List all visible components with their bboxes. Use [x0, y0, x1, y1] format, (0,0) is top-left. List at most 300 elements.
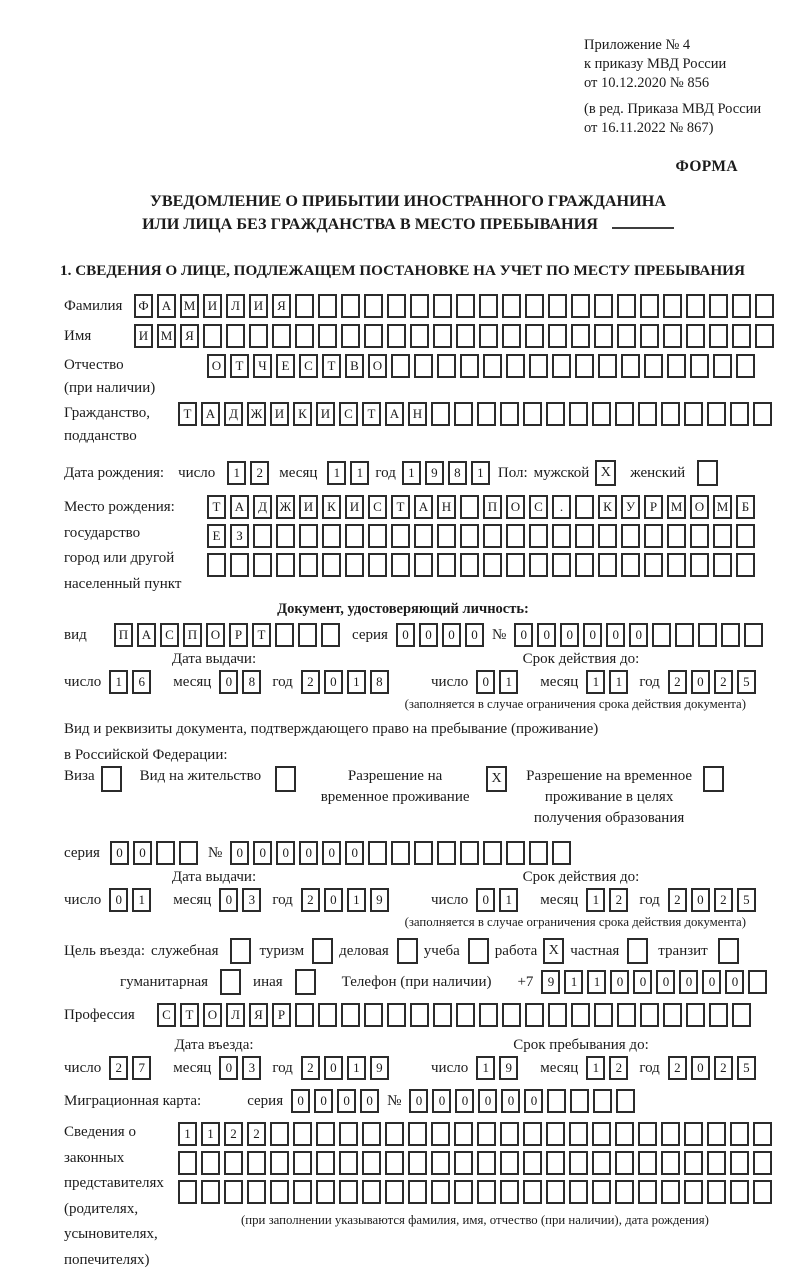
stay-until-month-boxes — [586, 1056, 628, 1080]
char-box — [247, 1151, 266, 1175]
char-box — [362, 1151, 381, 1175]
char-box — [408, 1122, 427, 1146]
char-box — [179, 841, 198, 865]
char-box: 1 — [402, 461, 421, 485]
char-box: 1 — [201, 1122, 220, 1146]
phone-prefix: +7 — [517, 973, 534, 990]
char-box: К — [598, 495, 617, 519]
char-box — [387, 294, 406, 318]
char-box — [546, 1180, 565, 1204]
stay-valid-day-boxes — [476, 888, 518, 912]
char-box — [667, 524, 686, 548]
char-box — [713, 553, 732, 577]
char-box — [345, 524, 364, 548]
char-box — [684, 1151, 703, 1175]
birth-year-boxes — [402, 461, 490, 485]
char-box — [345, 553, 364, 577]
char-box: О — [207, 354, 226, 378]
char-box: 9 — [425, 461, 444, 485]
representatives-row1-boxes — [178, 1122, 772, 1146]
birthdate-label: Дата рождения: — [64, 464, 165, 481]
stay-number-boxes — [230, 841, 571, 865]
char-box — [362, 1180, 381, 1204]
char-box: 2 — [714, 1056, 733, 1080]
char-box — [178, 1180, 197, 1204]
char-box: 2 — [301, 670, 320, 694]
purpose-row2 — [120, 969, 772, 995]
char-box — [736, 524, 755, 548]
char-box: 0 — [133, 841, 152, 865]
char-box — [178, 1151, 197, 1175]
citizenship-boxes — [178, 402, 772, 426]
char-box — [431, 1151, 450, 1175]
char-box: 0 — [656, 970, 675, 994]
char-box: А — [201, 402, 220, 426]
char-box: 0 — [476, 888, 495, 912]
entry-year-boxes — [301, 1056, 389, 1080]
stay-series-boxes — [110, 841, 198, 865]
purpose-work-label: работа — [494, 942, 538, 959]
char-box — [339, 1180, 358, 1204]
valid-year-boxes — [668, 670, 756, 694]
char-box — [663, 324, 682, 348]
char-box — [523, 402, 542, 426]
char-box: 8 — [242, 670, 261, 694]
validity-note: (заполняется в случае ограничения срока действия документа) — [404, 697, 746, 711]
char-box: 1 — [609, 670, 628, 694]
char-box: И — [249, 294, 268, 318]
char-box — [621, 524, 640, 548]
char-box — [686, 324, 705, 348]
char-box: У — [621, 495, 640, 519]
char-box — [364, 324, 383, 348]
char-box — [713, 354, 732, 378]
doc-number-boxes — [514, 623, 763, 647]
appendix-reference — [584, 36, 772, 138]
char-box — [506, 841, 525, 865]
char-box — [408, 1151, 427, 1175]
char-box: И — [299, 495, 318, 519]
char-box — [477, 402, 496, 426]
year-label: год — [639, 673, 660, 690]
char-box — [230, 553, 249, 577]
char-box — [546, 1122, 565, 1146]
char-box: 0 — [691, 1056, 710, 1080]
char-box — [569, 402, 588, 426]
char-box — [456, 1003, 475, 1027]
char-box — [275, 623, 294, 647]
char-box: 0 — [409, 1089, 428, 1113]
char-box: 7 — [132, 1056, 151, 1080]
appendix-line: Приложение № 4 — [584, 37, 691, 53]
char-box — [460, 354, 479, 378]
char-box: 0 — [725, 970, 744, 994]
char-box: 2 — [247, 1122, 266, 1146]
char-box — [270, 1151, 289, 1175]
char-box — [617, 294, 636, 318]
char-box — [730, 1122, 749, 1146]
char-box — [529, 553, 548, 577]
char-box — [477, 1151, 496, 1175]
purpose-work-checkbox: X — [543, 938, 564, 964]
char-box: 2 — [668, 888, 687, 912]
month-label: месяц — [173, 673, 212, 690]
char-box — [598, 354, 617, 378]
givenname-row — [64, 324, 772, 348]
issue-month-boxes — [219, 670, 261, 694]
char-box: Л — [226, 294, 245, 318]
char-box — [594, 294, 613, 318]
char-box — [593, 1089, 612, 1113]
char-box: 5 — [737, 1056, 756, 1080]
char-box — [529, 354, 548, 378]
char-box — [748, 970, 767, 994]
char-box — [385, 1151, 404, 1175]
stay-doc-intro2: в Российской Федерации: — [64, 747, 228, 763]
char-box — [293, 1180, 312, 1204]
char-box — [410, 1003, 429, 1027]
char-box: С — [529, 495, 548, 519]
char-box: Ч — [253, 354, 272, 378]
year-label: год — [639, 1059, 660, 1076]
char-box — [686, 1003, 705, 1027]
char-box — [707, 402, 726, 426]
char-box: 1 — [347, 888, 366, 912]
char-box — [410, 294, 429, 318]
char-box — [732, 294, 751, 318]
char-box — [270, 1122, 289, 1146]
birthplace-label: Место рождения: государство город или другой населенный пункт — [64, 499, 182, 592]
char-box — [547, 1089, 566, 1113]
day-label: число — [431, 1059, 469, 1076]
day-label: число — [431, 891, 469, 908]
char-box — [709, 294, 728, 318]
purpose-row1 — [64, 938, 772, 964]
char-box: 0 — [324, 1056, 343, 1080]
char-box — [548, 324, 567, 348]
char-box: 0 — [253, 841, 272, 865]
char-box: 0 — [560, 623, 579, 647]
char-box — [644, 524, 663, 548]
purpose-transit-checkbox — [718, 938, 739, 964]
stay-doc-dates — [64, 869, 772, 912]
char-box — [552, 553, 571, 577]
purpose-business-label: служебная — [150, 942, 219, 959]
char-box — [690, 553, 709, 577]
char-box — [667, 354, 686, 378]
identity-doc-dates — [64, 651, 772, 694]
char-box — [318, 294, 337, 318]
profession-label: Профессия — [64, 1006, 135, 1023]
purpose-transit-label: транзит — [658, 942, 708, 959]
char-box: 0 — [291, 1089, 310, 1113]
char-box — [615, 402, 634, 426]
char-box — [569, 1151, 588, 1175]
char-box — [414, 553, 433, 577]
patronymic-row — [64, 354, 772, 400]
char-box — [460, 553, 479, 577]
char-box: Я — [249, 1003, 268, 1027]
char-box: Т — [230, 354, 249, 378]
char-box: 2 — [714, 670, 733, 694]
char-box: 6 — [132, 670, 151, 694]
char-box: 1 — [499, 888, 518, 912]
birthdate-row — [64, 460, 772, 486]
char-box — [638, 1151, 657, 1175]
char-box — [755, 324, 774, 348]
char-box — [483, 524, 502, 548]
char-box: 0 — [501, 1089, 520, 1113]
char-box: 1 — [350, 461, 369, 485]
char-box: М — [180, 294, 199, 318]
char-box — [321, 623, 340, 647]
day-label: число — [64, 1059, 102, 1076]
appendix-line: (в ред. Приказа МВД России — [584, 101, 762, 117]
migration-card-row — [64, 1089, 772, 1113]
char-box — [500, 1180, 519, 1204]
char-box: Д — [253, 495, 272, 519]
purpose-tourism-checkbox — [312, 938, 333, 964]
char-box — [638, 1180, 657, 1204]
char-box — [247, 1180, 266, 1204]
char-box: 0 — [110, 841, 129, 865]
issue-date-heading: Дата выдачи: — [171, 651, 257, 667]
char-box — [437, 841, 456, 865]
valid-day-boxes — [476, 670, 518, 694]
char-box: 0 — [629, 623, 648, 647]
char-box: 0 — [324, 670, 343, 694]
stay-number-label: № — [207, 844, 223, 861]
form-title-line1: УВЕДОМЛЕНИЕ О ПРИБЫТИИ ИНОСТРАННОГО ГРАЖДАНИНА — [149, 192, 667, 210]
char-box: 5 — [737, 670, 756, 694]
char-box — [479, 294, 498, 318]
char-box — [506, 354, 525, 378]
char-box: П — [114, 623, 133, 647]
char-box: С — [157, 1003, 176, 1027]
char-box: 2 — [668, 670, 687, 694]
char-box: 1 — [471, 461, 490, 485]
char-box — [686, 294, 705, 318]
char-box — [276, 553, 295, 577]
char-box — [339, 1151, 358, 1175]
givenname-boxes — [134, 324, 774, 348]
surname-boxes — [134, 294, 774, 318]
stay-until-day-boxes — [476, 1056, 518, 1080]
option-residence-permit: Вид на жительство — [140, 766, 296, 792]
char-box — [295, 294, 314, 318]
option-visa: Виза — [64, 766, 122, 792]
char-box: 0 — [691, 888, 710, 912]
phone-label: Телефон (при наличии) — [341, 973, 492, 990]
char-box: И — [345, 495, 364, 519]
char-box — [570, 1089, 589, 1113]
char-box — [690, 354, 709, 378]
patronymic-sublabel: (при наличии) — [64, 380, 156, 396]
char-box: 1 — [227, 461, 246, 485]
purpose-humanitarian-label: гуманитарная — [120, 973, 209, 990]
char-box — [502, 294, 521, 318]
char-box — [387, 324, 406, 348]
char-box — [638, 402, 657, 426]
char-box — [640, 1003, 659, 1027]
char-box — [431, 402, 450, 426]
char-box — [316, 1122, 335, 1146]
birthplace-row3-boxes — [207, 553, 755, 577]
char-box — [322, 553, 341, 577]
char-box: 0 — [478, 1089, 497, 1113]
char-box: 2 — [224, 1122, 243, 1146]
char-box — [385, 1180, 404, 1204]
appendix-line: от 10.12.2020 № 856 — [584, 75, 710, 91]
citizenship-row — [64, 402, 772, 448]
char-box: 0 — [219, 670, 238, 694]
char-box: 9 — [370, 888, 389, 912]
char-box: О — [203, 1003, 222, 1027]
char-box — [546, 1151, 565, 1175]
sex-male-checkbox: X — [595, 460, 616, 486]
char-box — [598, 553, 617, 577]
migration-card-label: Миграционная карта: — [64, 1092, 202, 1109]
char-box — [341, 294, 360, 318]
char-box — [594, 1003, 613, 1027]
char-box — [391, 553, 410, 577]
stay-until-heading: Срок пребывания до: — [513, 1037, 649, 1053]
char-box — [546, 402, 565, 426]
char-box: Е — [207, 524, 226, 548]
char-box: А — [385, 402, 404, 426]
char-box: Р — [644, 495, 663, 519]
char-box: 2 — [609, 888, 628, 912]
appendix-line: к приказу МВД России — [584, 56, 727, 72]
char-box — [368, 553, 387, 577]
char-box — [483, 354, 502, 378]
char-box: 1 — [109, 670, 128, 694]
validity-note: (заполняется в случае ограничения срока действия документа) — [404, 915, 746, 929]
temp-residence-education-checkbox — [703, 766, 724, 792]
surname-label: Фамилия — [64, 297, 123, 314]
citizenship-label: Гражданство, подданство — [64, 405, 151, 444]
char-box: Т — [252, 623, 271, 647]
char-box — [640, 294, 659, 318]
month-label: месяц — [540, 891, 579, 908]
stay-valid-until-row — [431, 888, 772, 912]
day-label: число — [178, 464, 216, 481]
char-box: 0 — [324, 888, 343, 912]
char-box — [617, 1003, 636, 1027]
char-box — [502, 324, 521, 348]
char-box — [615, 1122, 634, 1146]
char-box: 0 — [396, 623, 415, 647]
month-label: месяц — [279, 464, 318, 481]
char-box — [224, 1151, 243, 1175]
issue-date-heading: Дата выдачи: — [171, 869, 257, 885]
char-box: С — [368, 495, 387, 519]
char-box — [753, 1180, 772, 1204]
stay-valid-month-boxes — [586, 888, 628, 912]
char-box — [525, 1003, 544, 1027]
char-box — [732, 1003, 751, 1027]
char-box — [322, 524, 341, 548]
char-box — [201, 1151, 220, 1175]
sex-label: Пол: — [497, 464, 528, 481]
char-box: М — [667, 495, 686, 519]
char-box — [663, 294, 682, 318]
char-box — [224, 1180, 243, 1204]
char-box — [594, 324, 613, 348]
entry-day-boxes — [109, 1056, 151, 1080]
citizenship-sublabel: подданство — [64, 428, 137, 444]
birthplace-block — [64, 495, 772, 597]
char-box — [615, 1151, 634, 1175]
char-box — [456, 324, 475, 348]
month-label: месяц — [540, 673, 579, 690]
char-box — [272, 324, 291, 348]
char-box: 0 — [524, 1089, 543, 1113]
char-box — [433, 324, 452, 348]
char-box: 1 — [327, 461, 346, 485]
char-box: 1 — [564, 970, 583, 994]
char-box: 0 — [442, 623, 461, 647]
year-label: год — [272, 673, 293, 690]
char-box — [736, 354, 755, 378]
purpose-other-checkbox — [295, 969, 316, 995]
char-box: 1 — [347, 670, 366, 694]
year-label: год — [272, 891, 293, 908]
char-box — [253, 524, 272, 548]
purpose-business-checkbox — [230, 938, 251, 964]
char-box: 1 — [132, 888, 151, 912]
char-box — [385, 1122, 404, 1146]
char-box — [730, 402, 749, 426]
char-box — [454, 1180, 473, 1204]
char-box: В — [345, 354, 364, 378]
migration-number-label: № — [387, 1092, 402, 1109]
day-label: число — [64, 891, 102, 908]
char-box — [575, 553, 594, 577]
char-box — [552, 354, 571, 378]
doc-kind-boxes — [114, 623, 340, 647]
char-box: 0 — [219, 888, 238, 912]
char-box — [571, 294, 590, 318]
char-box: Т — [207, 495, 226, 519]
char-box — [477, 1122, 496, 1146]
char-box: П — [483, 495, 502, 519]
sex-female-checkbox — [697, 460, 718, 486]
char-box — [506, 553, 525, 577]
char-box: З — [230, 524, 249, 548]
char-box: 9 — [370, 1056, 389, 1080]
char-box — [437, 524, 456, 548]
char-box: К — [322, 495, 341, 519]
char-box: О — [506, 495, 525, 519]
char-box — [592, 1122, 611, 1146]
char-box — [431, 1180, 450, 1204]
stay-issue-day-boxes — [109, 888, 151, 912]
char-box: 1 — [178, 1122, 197, 1146]
char-box: 0 — [691, 670, 710, 694]
char-box: 8 — [448, 461, 467, 485]
phone-boxes — [541, 970, 767, 994]
purpose-study-checkbox — [468, 938, 489, 964]
issue-date-row — [64, 670, 409, 694]
representatives-label: Сведения о законных представителях (родителях, усыновителях, попечителях) — [64, 1124, 164, 1268]
char-box: 0 — [276, 841, 295, 865]
birth-day-boxes — [227, 461, 269, 485]
purpose-commercial-checkbox — [397, 938, 418, 964]
char-box: 0 — [230, 841, 249, 865]
profession-boxes — [157, 1003, 751, 1027]
char-box: 2 — [250, 461, 269, 485]
